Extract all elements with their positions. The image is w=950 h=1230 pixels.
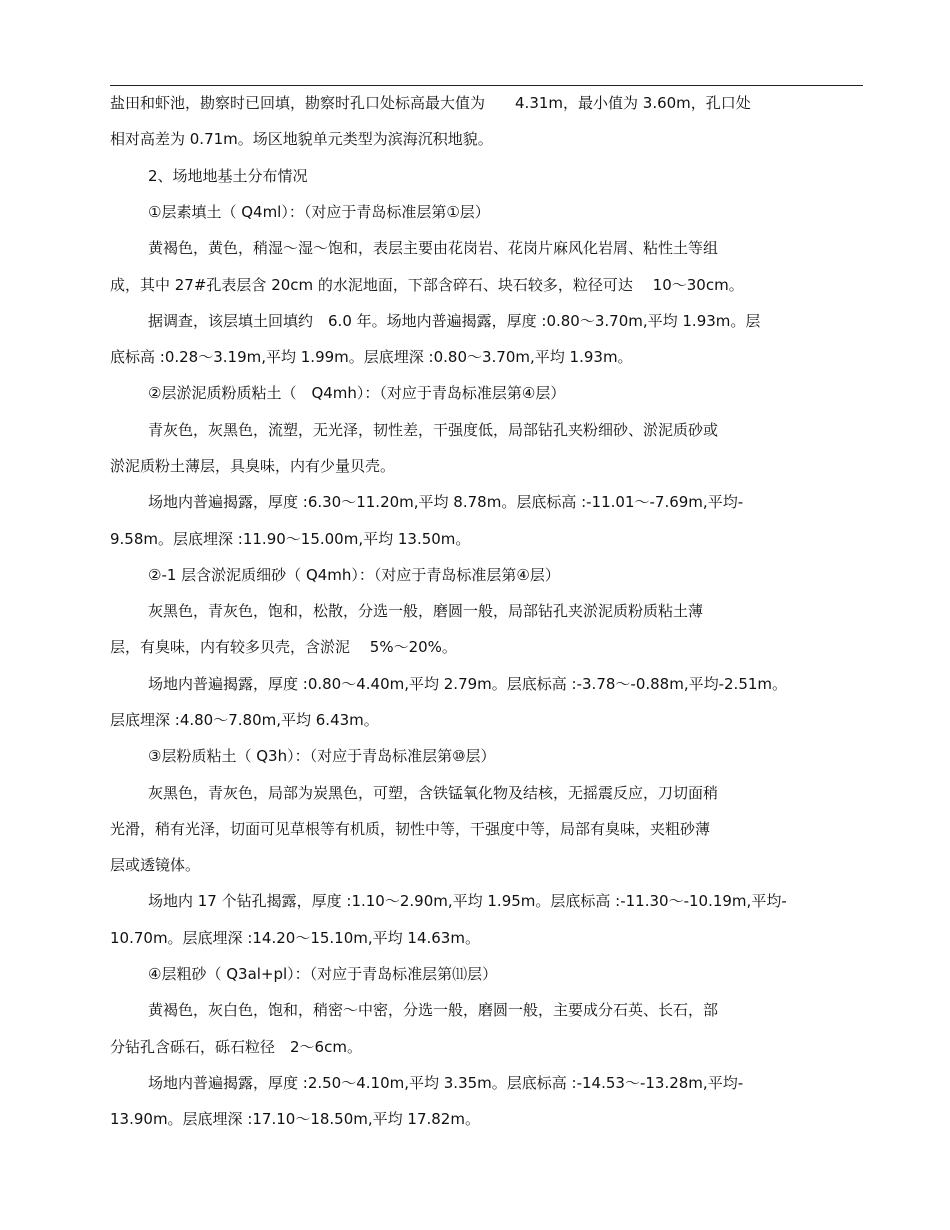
text-line-2: 相对高差为 0.71m。场区地貌单元类型为滨海沉积地貌。 [110, 130, 493, 148]
text-line-24: 10.70m。层底埋深 :14.20～15.10m,平均 14.63m。 [110, 929, 480, 947]
text-line-5: 黄褐色，黄色，稍湿～湿～饱和，表层主要由花岗岩、花岗片麻风化岩屑、粘性土等组 [148, 239, 719, 257]
text-line-28: 场地内普遍揭露，厚度 :2.50～4.10m,平均 3.35m。层底标高 :-14.53～-13.28m,平均- [148, 1074, 744, 1092]
text-line-27: 分钻孔含砾石，砾石粒径 2～6cm。 [110, 1038, 362, 1056]
text-line-18: 层底埋深 :4.80～7.80m,平均 6.43m。 [110, 711, 379, 729]
text-line-7: 据调查，该层填土回填约 6.0 年。场地内普遍揭露，厚度 :0.80～3.70m,平均 1.93m。层 [148, 312, 761, 330]
text-line-21: 光滑，稍有光泽，切面可见草根等有机质，韧性中等，干强度中等，局部有臭味，夹粗砂薄 [110, 820, 711, 838]
text-line-26: 黄褐色，灰白色，饱和，稍密～中密，分选一般，磨圆一般，主要成分石英、长石，部 [148, 1001, 719, 1019]
text-line-1: 盐田和虾池，勘察时已回填，勘察时孔口处标高最大值为 4.31m，最小值为 3.60m，孔口处 [110, 94, 751, 112]
text-line-13: 9.58m。层底埋深 :11.90～15.00m,平均 13.50m。 [110, 530, 471, 548]
text-line-11: 淤泥质粉土薄层，具臭味，内有少量贝壳。 [110, 457, 396, 475]
text-line-8: 底标高 :0.28～3.19m,平均 1.99m。层底埋深 :0.80～3.70m,平均 1.93m。 [110, 348, 633, 366]
text-line-17: 场地内普遍揭露，厚度 :0.80～4.40m,平均 2.79m。层底标高 :-3.78～-0.88m,平均-2.51m。 [148, 675, 788, 693]
text-line-15: 灰黑色，青灰色，饱和，松散，分选一般，磨圆一般，局部钻孔夹淤泥质粉质粘土薄 [148, 602, 704, 620]
layer-2-1-heading: ②-1 层含淤泥质细砂（ Q4mh）：（对应于青岛标准层第④层） [148, 566, 560, 584]
text-line-16: 层，有臭味，内有较多贝壳，含淤泥 5%～20%。 [110, 638, 457, 656]
header-rule [110, 85, 863, 86]
text-line-12: 场地内普遍揭露，厚度 :6.30～11.20m,平均 8.78m。层底标高 :-11.01～-7.69m,平均- [148, 493, 744, 511]
text-line-6: 成，其中 27#孔表层含 20cm 的水泥地面，下部含碎石、块石较多，粒径可达 10～30cm。 [110, 276, 744, 294]
layer-2-heading: ②层淤泥质粉质粘土（ Q4mh）：（对应于青岛标准层第④层） [148, 384, 566, 402]
text-line-29: 13.90m。层底埋深 :17.10～18.50m,平均 17.82m。 [110, 1110, 480, 1128]
text-line-23: 场地内 17 个钻孔揭露，厚度 :1.10～2.90m,平均 1.95m。层底标高 :-11.30～-10.19m,平均- [148, 892, 787, 910]
text-line-10: 青灰色，灰黑色，流塑，无光泽，韧性差，干强度低，局部钻孔夹粉细砂、淤泥质砂或 [148, 421, 719, 439]
layer-1-heading: ①层素填土（ Q4ml）：（对应于青岛标准层第①层） [148, 203, 490, 221]
section-heading: 2、场地地基土分布情况 [148, 167, 308, 185]
layer-4-heading: ④层粗砂（ Q3al+pl）：（对应于青岛标准层第⑾层） [148, 965, 498, 983]
text-line-20: 灰黑色，青灰色，局部为炭黑色，可塑，含铁锰氧化物及结核，无摇震反应，刀切面稍 [148, 784, 719, 802]
text-line-22: 层或透镜体。 [110, 856, 201, 874]
layer-3-heading: ③层粉质粘土（ Q3h）：（对应于青岛标准层第⑩层） [148, 747, 496, 765]
